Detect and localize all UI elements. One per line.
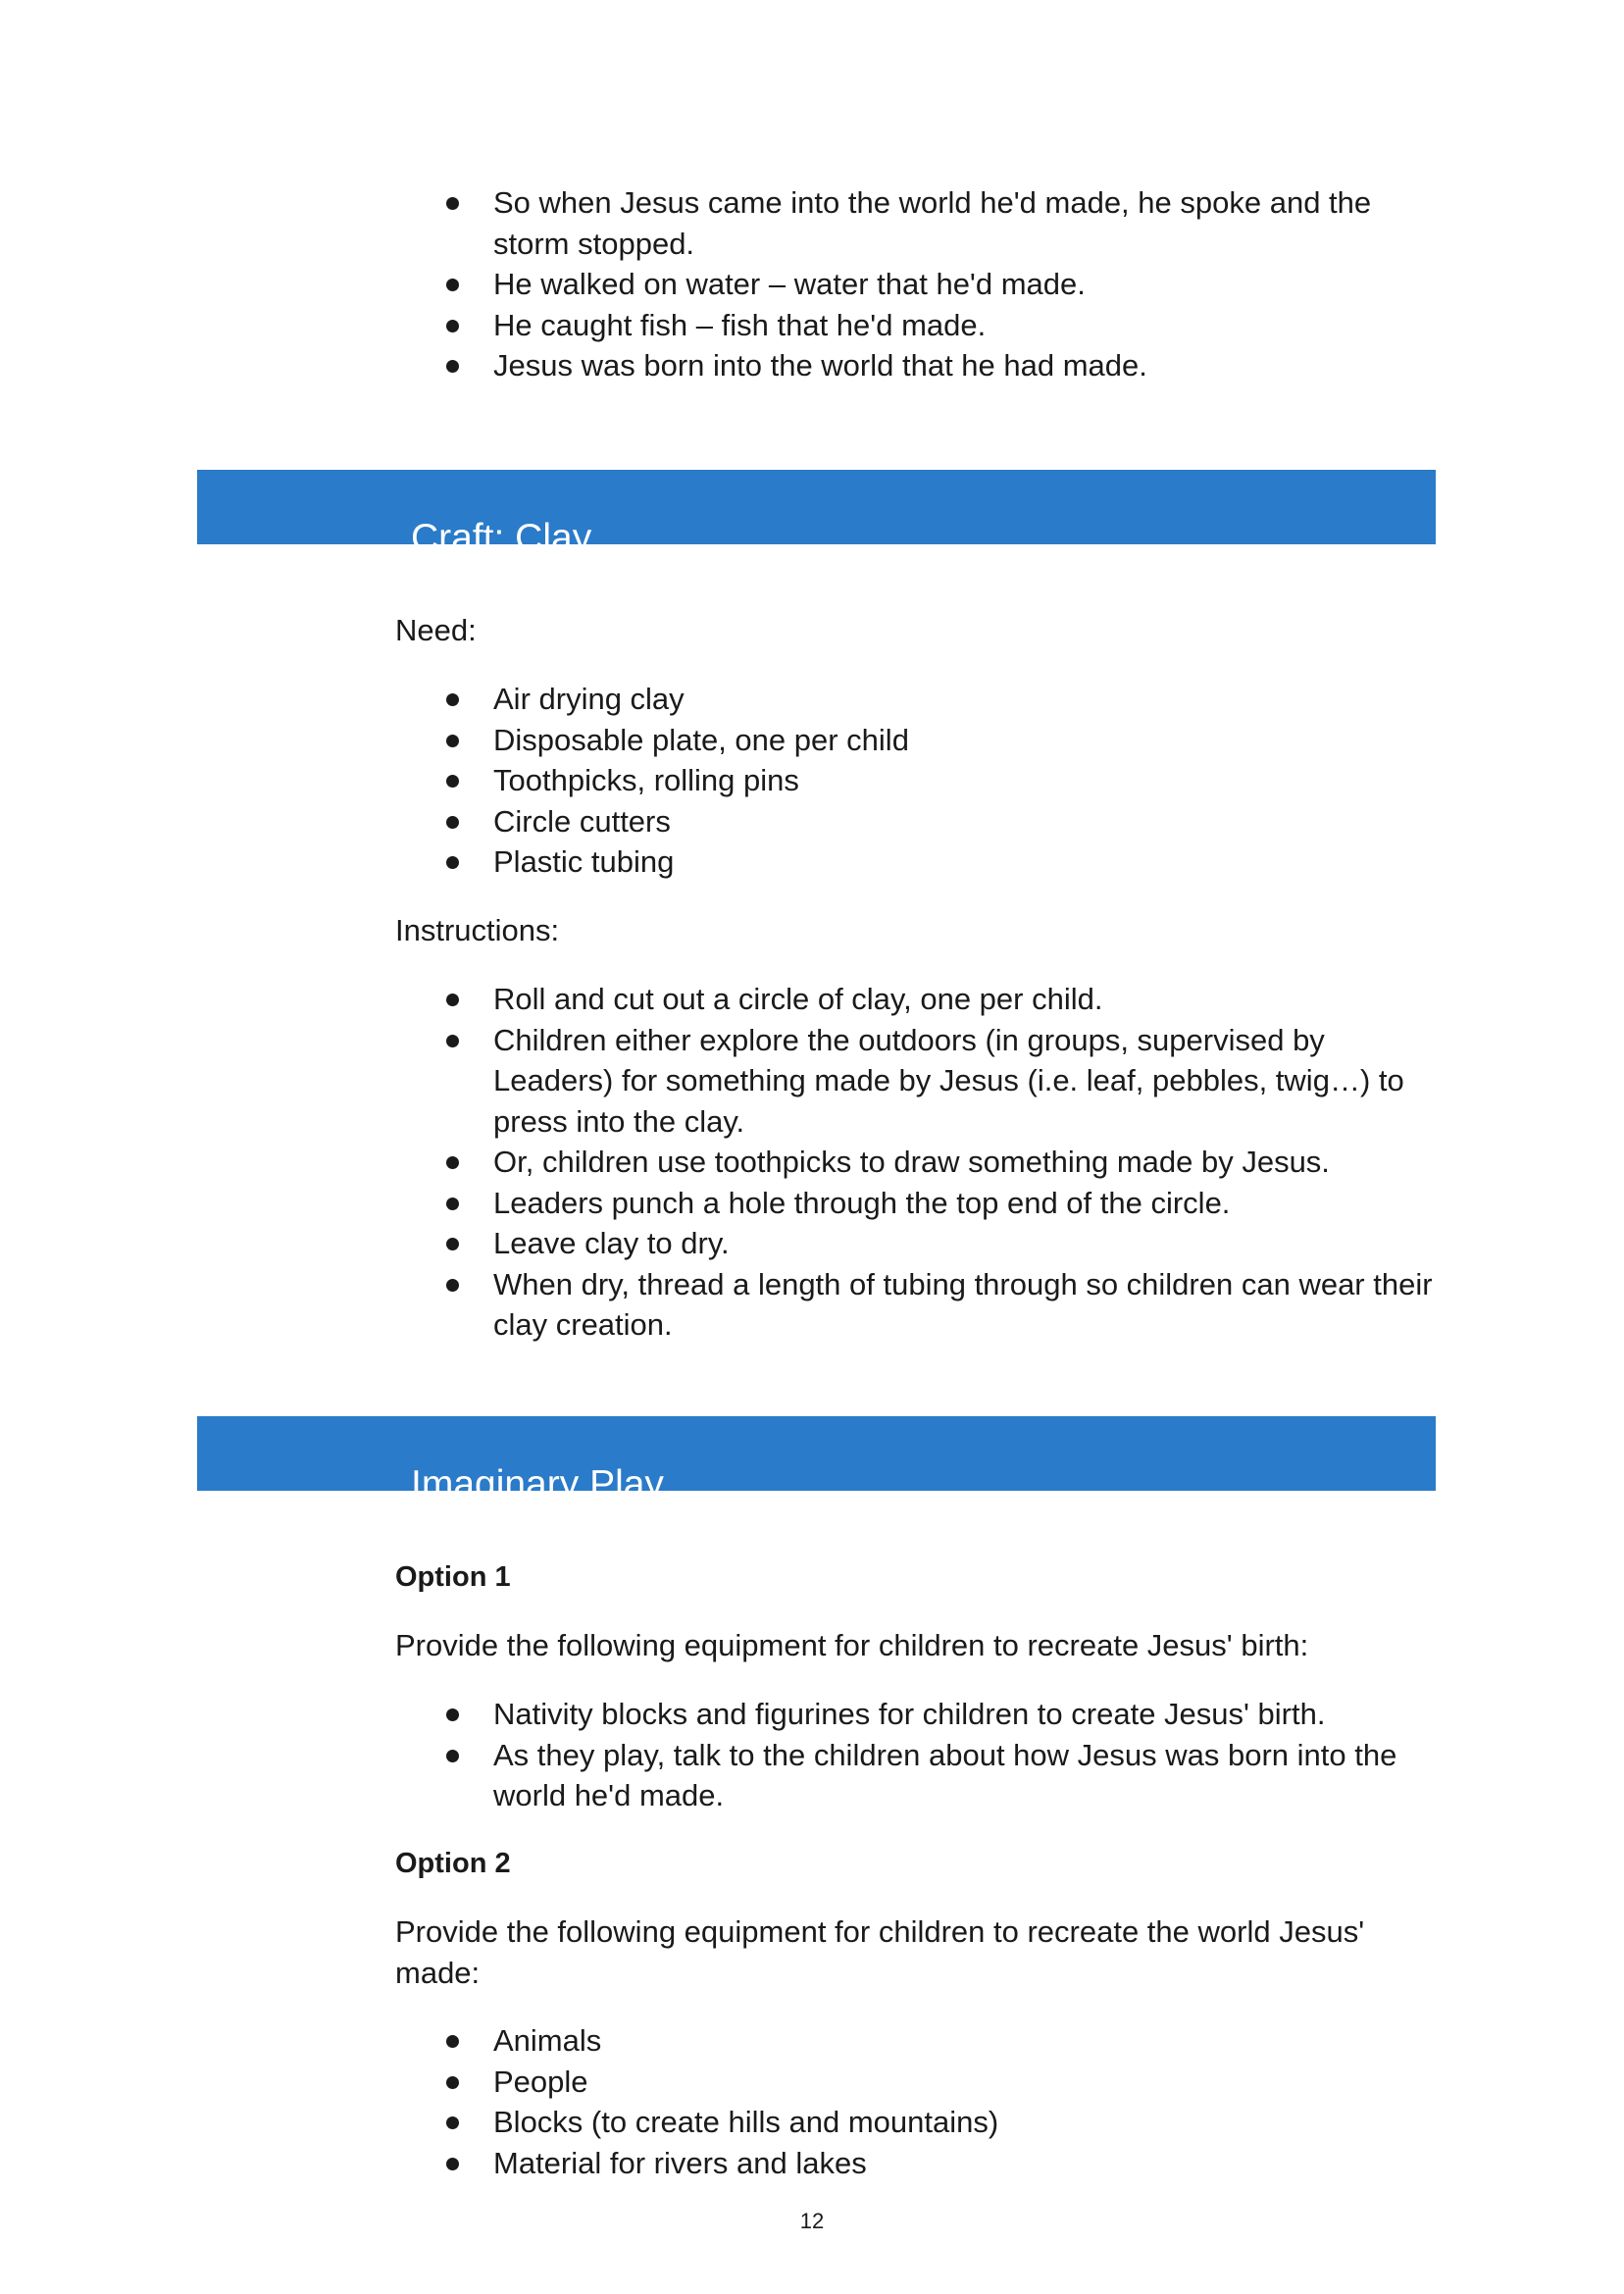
list-item: He caught fish – fish that he'd made. — [438, 305, 1439, 346]
craft-section-banner — [197, 470, 1436, 560]
list-item: Leave clay to dry. — [438, 1223, 1439, 1264]
list-item: Children either explore the outdoors (in groups, supervised by Leaders) for something made by Jesus (i.e. leaf, pebbles, twig…) to press into the clay. — [438, 1020, 1439, 1143]
list-item: People — [438, 2062, 1439, 2103]
play-section-banner — [197, 1416, 1436, 1506]
play-section-title: Imaginary Play — [411, 1463, 664, 1506]
list-item: Nativity blocks and figurines for children to create Jesus' birth. — [438, 1694, 1439, 1735]
option-1-list — [438, 1694, 1439, 1816]
list-item: Animals — [438, 2020, 1439, 2062]
list-item: Blocks (to create hills and mountains) — [438, 2102, 1439, 2143]
list-item: When dry, thread a length of tubing through so children can wear their clay creation. — [438, 1264, 1439, 1346]
option-1-heading: Option 1 — [395, 1561, 511, 1593]
list-item: Material for rivers and lakes — [438, 2143, 1439, 2184]
need-list — [438, 679, 1439, 883]
option-1-intro: Provide the following equipment for children to recreate Jesus' birth: — [395, 1628, 1309, 1662]
list-item: So when Jesus came into the world he'd made, he spoke and the storm stopped. — [438, 182, 1439, 264]
list-item: Disposable plate, one per child — [438, 720, 1439, 761]
list-item: Leaders punch a hole through the top end of the circle. — [438, 1183, 1439, 1224]
list-item: Jesus was born into the world that he had made. — [438, 345, 1439, 386]
need-label: Need: — [395, 613, 477, 647]
craft-section-title: Craft: Clay — [411, 517, 592, 560]
list-item: Or, children use toothpicks to draw something made by Jesus. — [438, 1142, 1439, 1183]
option-2-heading: Option 2 — [395, 1848, 511, 1879]
instructions-list — [438, 979, 1439, 1346]
option-2-list — [438, 2020, 1439, 2183]
list-item: Circle cutters — [438, 801, 1439, 842]
list-item: Toothpicks, rolling pins — [438, 760, 1439, 801]
list-item: Plastic tubing — [438, 841, 1439, 883]
instructions-label: Instructions: — [395, 913, 560, 947]
list-item: He walked on water – water that he'd made. — [438, 264, 1439, 305]
list-item: As they play, talk to the children about how Jesus was born into the world he'd made. — [438, 1735, 1439, 1816]
intro-bullet-list — [438, 182, 1439, 386]
option-2-intro: Provide the following equipment for children to recreate the world Jesus' made: — [395, 1914, 1365, 1990]
page-number: 12 — [799, 2209, 825, 2233]
list-item: Air drying clay — [438, 679, 1439, 720]
list-item: Roll and cut out a circle of clay, one per child. — [438, 979, 1439, 1020]
